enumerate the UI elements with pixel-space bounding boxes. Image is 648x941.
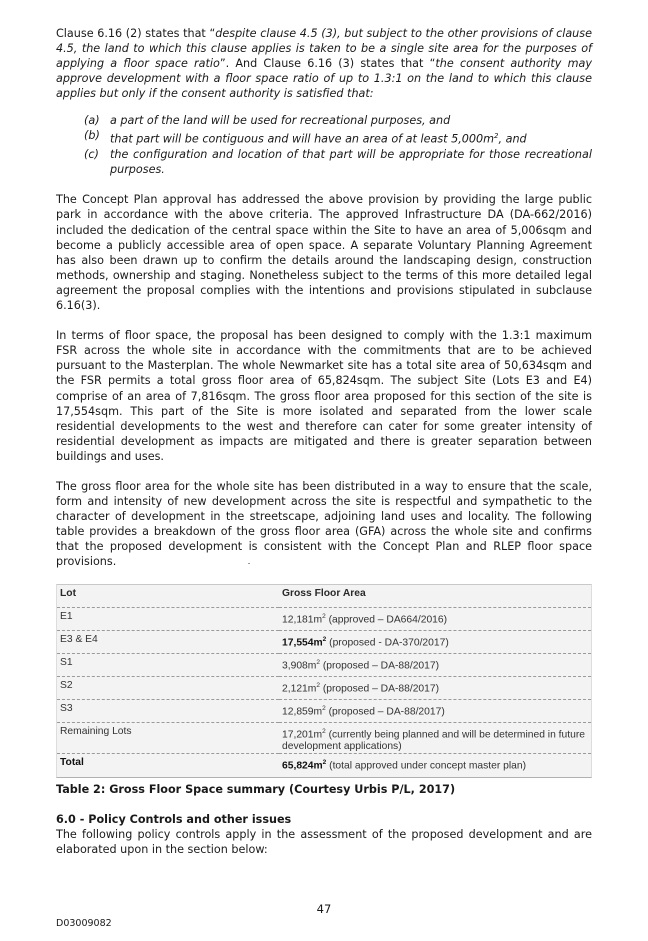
paragraph-clause-6-16: Clause 6.16 (2) states that “despite clause 4.5 (3), but subject to the other provisions of clause 4.5, the land to which this clause applies is taken to be a single site area for the purposes of applying a floor space ratio”. And Clause 6.16 (3) states that “the consent authority may approve development with a floor space ratio of up to 1.3:1 on the land to which this clause applies but only if the consent authority is satisfied that: (56, 27, 592, 101)
list-item: (b) that part will be contiguous and will have an area of at least $5,000m^2$, and (84, 129, 527, 146)
table-row-total: Total $65,824m^2$ (total approved under concept master plan) (60, 757, 527, 772)
section-heading: 6.0 - Policy Controls and other issues (56, 812, 292, 826)
list-item: (a) a part of the land will be used for recreational purposes, and (84, 114, 451, 128)
header-lot: Lot (60, 587, 77, 599)
table-row: E3 & E4 $17,554m^2$ (proposed - DA-370/2017) (57, 631, 591, 654)
criteria-list (56, 114, 592, 177)
table-row: Remaining Lots $17,201m^2$ (currently being planned and will be determined in future development applications) (57, 723, 591, 754)
table-header-row (57, 585, 591, 608)
gfa-table (56, 584, 592, 778)
section-intro: The following policy controls apply in the assessment of the proposed development and are elaborated upon in the section below: (56, 827, 592, 857)
document-id: D03009082 (56, 918, 112, 929)
page-number: 47 (316, 902, 332, 916)
document-page (56, 26, 592, 857)
header-gfa: Gross Floor Area (282, 587, 366, 599)
paragraph-concept-plan: The Concept Plan approval has addressed the above provision by providing the large public park in accordance with the above criteria. The approved Infrastructure DA (DA-662/2016) included the dedication of the central space within the Site to have an area of 5,006sqm and become a publicly accessible area of open space. A separate Voluntary Planning Agreement has also been drawn up to confirm the details around the landscaping design, construction methods, ownership and staging. Nonetheless subject to the terms of this more detailed legal agreement the proposal complies with the intentions and provisions stipulated in subclause 6.16(3). (56, 193, 592, 313)
table-row: S1 $3,908m^2$ (proposed – DA-88/2017) (57, 654, 591, 677)
paragraph-gfa-distribution: The gross floor area for the whole site has been distributed in a way to ensure that the scale, form and intensity of new development across the site is respectful and sympathetic to the character of development in the streetscape, adjoining land uses and locality. The following table provides a breakdown of the gross floor area (GFA) across the whole site and confirms that the proposed development is consistent with the Concept Plan and RLEP floor space provisions. (56, 479, 592, 569)
table-row: S3 $12,859m^2$ (proposed – DA-88/2017) (57, 700, 591, 723)
paragraph-floor-space: In terms of floor space, the proposal has been designed to comply with the 1.3:1 maximum FSR across the whole site in accordance with the commitments that are to be achieved pursuant to the Masterplan. The whole Newmarket site has a total site area of 50,634sqm and the FSR permits a total gross floor area of 65,824sqm. The subject Site (Lots E3 and E4) comprise of an area of 7,816sqm. The gross floor area proposed for this section of the site is 17,554sqm. This part of the Site is more isolated and separated from the lower scale residential developments to the west and therefore can cater for some greater intensity of residential development as impacts are mitigated and there is greater separation between buildings and uses. (56, 329, 592, 463)
stray-mark (248, 563, 250, 564)
table-row: S2 $2,121m^2$ (proposed – DA-88/2017) (57, 677, 591, 700)
list-item: (c) the configuration and location of that part will be appropriate for those recreational purposes. (84, 147, 592, 176)
table-caption: Table 2: Gross Floor Space summary (Courtesy Urbis P/L, 2017) (56, 782, 456, 796)
table-row: E1 $12,181m^2$ (approved – DA664/2016) (57, 608, 591, 631)
